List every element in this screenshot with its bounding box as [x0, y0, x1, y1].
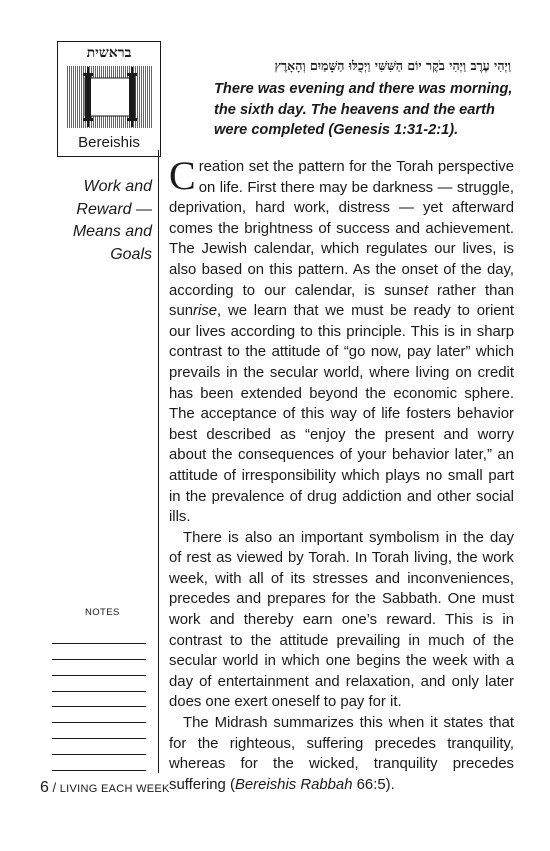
torah-scroll-graphic	[67, 66, 153, 128]
paragraph-text: reation set the pattern for the Torah perspective on life. First there may be darkness — struggle, deprivation, hard work, distress — yet afterward comes the brightness of success and achievement. The Jewish calendar, which regulates our lives, is also based on this pattern. As the onset of the day, according to our calendar, is sun	[169, 159, 514, 299]
section-title-line: Work and	[83, 178, 152, 195]
paragraph	[169, 713, 514, 795]
parsha-hebrew-name: בראשית	[86, 45, 132, 61]
note-line	[52, 739, 146, 755]
torah-scroll-icon	[67, 66, 153, 128]
paragraph	[169, 153, 515, 528]
notes-lines	[52, 628, 146, 771]
parsha-box	[57, 41, 161, 157]
paragraph: There is also an important symbolism in the day of rest as viewed by Torah. In Torah living, the work week, with all of its stresses and inconveniences, precedes and prepares for the Sabbath. One must work and thereby earn one’s reward. This is in contrast to the attitude prevailing in much of the secular world in which one begins the week with a day of entertainment and relaxation, and only later does one exert oneself to pay for it.	[169, 529, 514, 711]
note-line	[52, 723, 146, 739]
section-title-line: Reward —	[76, 200, 152, 218]
citation-text: Bereishis Rabbah	[234, 776, 353, 793]
paragraph-text: 66:5).	[352, 776, 395, 793]
paragraph-text: , we learn that we must be ready to orient our lives according to this principle. This is in sharp contrast to the attitude of “go now, pay later” which prevails in the secular world, where living on credit has been extended beyond the economic sphere. The acceptance of this way of life fosters behavior best described as “enjoy the present and worry about the consequences of your behavior later,” an attitude of irresponsibility which plays no small part in the prevalence of drug addiction and other social ills.	[169, 303, 514, 526]
running-head: LIVING EACH WEEK	[59, 783, 170, 795]
note-line	[52, 676, 146, 692]
verse-translation: There was evening and there was morning, the sixth day. The heavens and the earth were completed (Genesis 1:31-2:1).	[214, 81, 513, 139]
column-divider	[158, 150, 159, 773]
note-line	[52, 644, 146, 660]
section-title-line: Means and	[72, 223, 152, 240]
emphasis-text: set	[408, 282, 428, 299]
drop-cap: C	[169, 153, 196, 198]
paragraph-text: The Midrash summarizes this when it states that for the righteous, suffering precedes tranquility, whereas for the wicked, tranquility precedes suffering (	[169, 715, 514, 793]
note-line	[52, 707, 146, 723]
page-footer	[40, 779, 170, 797]
paragraph-text: rather than sun	[169, 282, 515, 320]
note-line	[52, 628, 146, 644]
emphasis-text: rise	[193, 303, 218, 320]
parsha-name: Bereishis	[78, 134, 140, 151]
section-title-line: Goals	[110, 245, 152, 263]
note-line	[52, 692, 146, 708]
footer-separator: /	[48, 780, 60, 795]
page-number: 6	[40, 779, 49, 796]
note-line	[52, 660, 146, 676]
note-line	[52, 755, 146, 771]
hebrew-verse: וַיְהִי עֶרֶב וַיְהִי בֹקֶר יוֹם הַשִּׁשִּׁי וַיְכֻלּוּ הַשָּׁמַיִם וְהָאָרֶץ	[274, 58, 511, 73]
notes-label: NOTES	[85, 607, 120, 618]
section-title	[50, 176, 152, 266]
body-text	[169, 153, 515, 795]
